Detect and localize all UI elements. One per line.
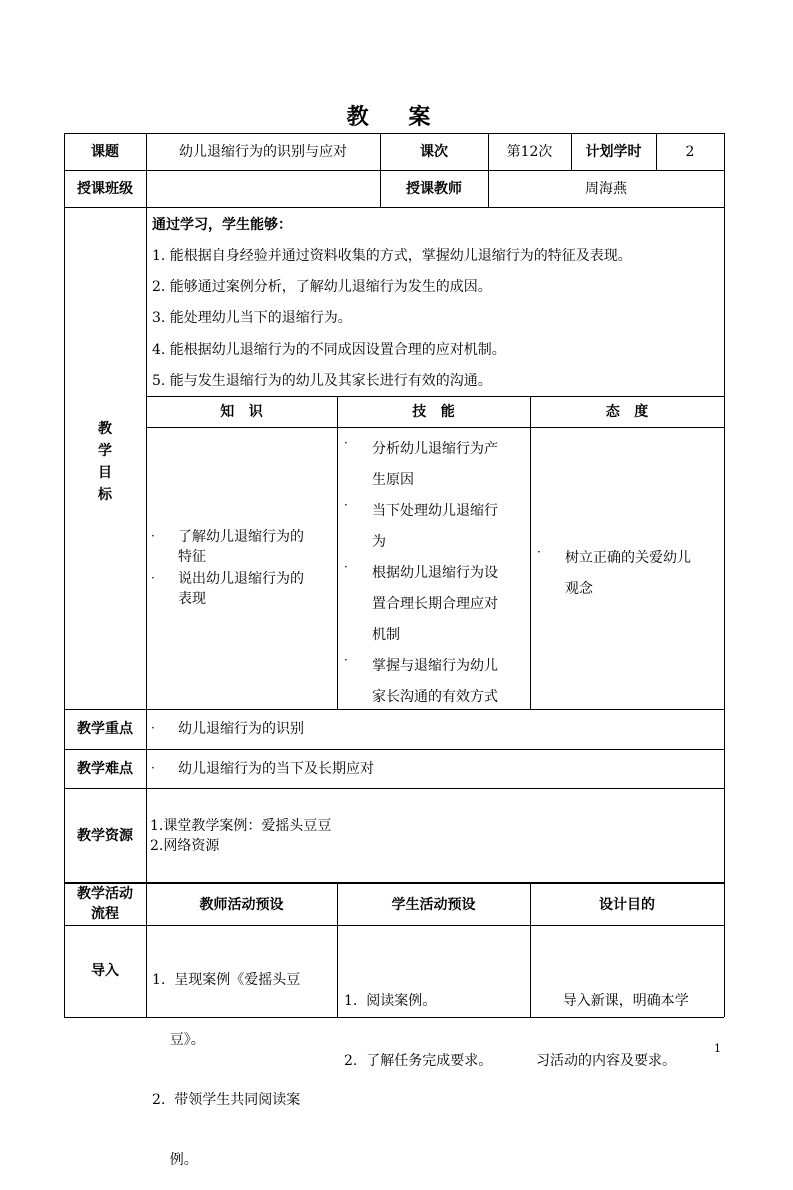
topic-value: 幼儿退缩行为的识别与应对 (179, 144, 347, 160)
objective-item: 2. 能够通过案例分析，了解幼儿退缩行为发生的成因。 (152, 279, 492, 295)
student-activity-header: 学生活动预设 (391, 897, 476, 913)
teacher-label: 授课教师 (406, 181, 462, 197)
teacher-activity: 1. 呈现案例《爱摇头豆 豆》。 2. 带领学生共同阅读案 例。 (152, 972, 301, 1168)
design-purpose: 导入新课，明确本学 习活动的内容及要求。 (536, 993, 689, 1069)
difficulty-value: 幼儿退缩行为的当下及长期应对 (178, 761, 374, 777)
session-label: 课次 (420, 144, 448, 160)
skill-header: 技 能 (412, 404, 455, 420)
knowledge-item: 了解幼儿退缩行为的 特征 (178, 529, 304, 565)
session-value: 第12次 (506, 144, 553, 160)
objective-item: 5. 能与发生退缩行为的幼儿及其家长进行有效的沟通。 (152, 373, 492, 389)
page-number: 1 (714, 1042, 721, 1055)
key-point-value: 幼儿退缩行为的识别 (178, 721, 304, 737)
class-label: 授课班级 (77, 181, 133, 197)
resources-label: 教学资源 (77, 828, 133, 844)
purpose-header: 设计目的 (599, 897, 655, 913)
knowledge-header: 知 识 (220, 404, 263, 420)
teacher-value: 周海燕 (585, 181, 627, 197)
difficulty-label: 教学难点 (77, 761, 133, 777)
topic-label: 课题 (91, 144, 119, 160)
hours-label: 计划学时 (585, 144, 642, 160)
knowledge-item: 说出幼儿退缩行为的 表现 (178, 571, 304, 607)
attitude-header: 态 度 (605, 404, 649, 420)
attitude-item: 树立正确的关爱幼儿 观念 (565, 550, 691, 597)
skill-item: 当下处理幼儿退缩行 为 (372, 503, 498, 550)
hours-value: 2 (685, 144, 695, 160)
student-activity: 1. 阅读案例。 2. 了解任务完成要求。 (344, 993, 493, 1069)
objective-item: 4. 能根据幼儿退缩行为的不同成因设置合理的应对机制。 (152, 342, 506, 358)
skill-item: 分析幼儿退缩行为产 生原因 (372, 441, 498, 488)
activities-label: 教学活动 流程 (77, 886, 133, 922)
objective-item: 1. 能根据自身经验并通过资料收集的方式，掌握幼儿退缩行为的特征及表现。 (152, 248, 632, 264)
skill-item: 掌握与退缩行为幼儿 家长沟通的有效方式 (372, 658, 498, 705)
teacher-activity-header: 教师活动预设 (199, 897, 284, 913)
objective-item: 3. 能处理幼儿当下的退缩行为。 (152, 310, 352, 326)
document-title: 教 案 (346, 105, 447, 130)
resource-item: 1.课堂教学案例：爱摇头豆豆 (150, 818, 332, 834)
objectives-intro: 通过学习，学生能够： (152, 217, 292, 233)
resource-item: 2.网络资源 (150, 838, 220, 854)
stage-label: 导入 (91, 963, 119, 979)
objectives-label: 教 学 目 标 (98, 421, 112, 503)
key-point-label: 教学重点 (77, 721, 133, 737)
skill-item: 根据幼儿退缩行为设 置合理长期合理应对 机制 (372, 565, 498, 643)
